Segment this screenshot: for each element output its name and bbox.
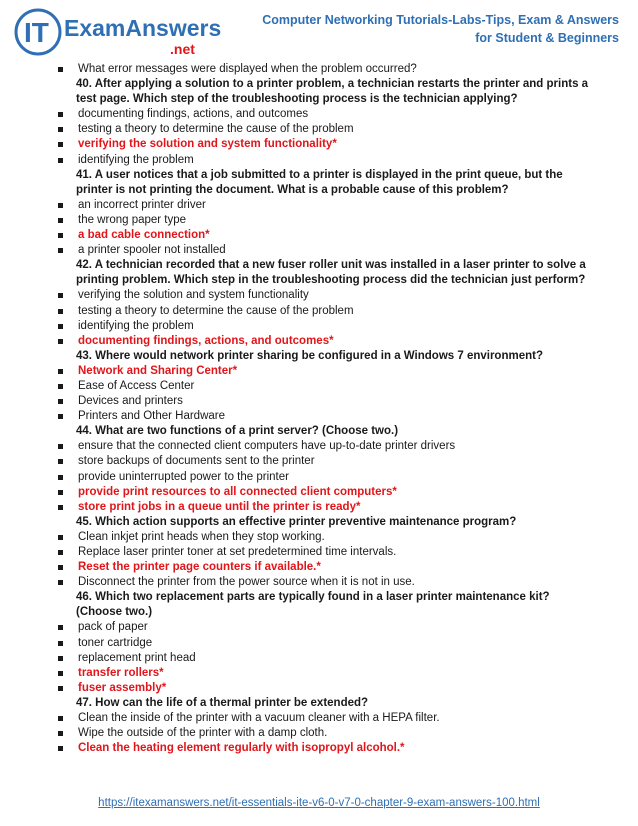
bullet-icon <box>58 490 63 495</box>
question-text: 40. After applying a solution to a printer problem, a technician restarts the printer and prints a <box>76 78 589 91</box>
source-url-link[interactable]: https://itexamanswers.net/it-essentials-ite-v6-0-v7-0-chapter-9-exam-answers-100.html <box>98 797 540 809</box>
bullet-icon <box>58 127 63 132</box>
answer-option <box>58 198 618 213</box>
answer-label: What error messages were displayed when the problem occurred? <box>78 63 417 75</box>
answer-label: Ease of Access Center <box>78 379 195 392</box>
bullet-icon <box>58 565 63 570</box>
answer-option <box>58 304 618 319</box>
question-text: 42. A technician recorded that a new fuser roller unit was installed in a laser printer to solve a <box>76 259 586 272</box>
bullet-icon <box>58 414 63 419</box>
page-header <box>0 0 638 62</box>
tagline-line-1: Computer Networking Tutorials-Labs-Tips, Exam & Answers <box>262 13 619 27</box>
answer-label: Wipe the outside of the printer with a damp cloth. <box>78 727 328 740</box>
question-text: 44. What are two functions of a print server? (Choose two.) <box>76 425 399 438</box>
answer-option-correct <box>58 364 618 379</box>
answer-option <box>58 530 618 545</box>
bullet-icon <box>58 293 63 298</box>
answer-option <box>58 394 618 409</box>
answer-label: Reset the printer page counters if available.* <box>78 561 321 574</box>
bullet-icon <box>58 112 63 117</box>
bullet-icon <box>58 248 63 253</box>
answer-label: replacement print head <box>78 651 196 664</box>
question-text: printing problem. Which step in the troubleshooting process did the technician just perform? <box>76 274 586 287</box>
logo-tld-text: .net <box>170 41 195 57</box>
answer-label: testing a theory to determine the cause of the problem <box>78 123 354 136</box>
question-text: 47. How can the life of a thermal printer be extended? <box>76 696 369 709</box>
answer-label: ensure that the connected client computers have up-to-date printer drivers <box>78 440 456 453</box>
answer-option-correct <box>58 485 618 500</box>
answer-label: the wrong paper type <box>78 213 187 226</box>
question-text: test page. Which step of the troubleshooting process is the technician applying? <box>76 93 518 106</box>
question-text: 45. Which action supports an effective printer preventive maintenance program? <box>76 515 517 528</box>
answer-option <box>58 439 618 454</box>
bullet-icon <box>58 203 63 208</box>
answer-option <box>58 651 618 666</box>
question-text: printer is not printing the document. What is a probable cause of this problem? <box>76 183 509 196</box>
question-text: (Choose two.) <box>76 606 153 619</box>
bullet-icon <box>58 671 63 676</box>
answer-option <box>58 711 618 726</box>
question-list <box>58 62 618 756</box>
bullet-icon <box>58 369 63 374</box>
bullet-icon <box>58 444 63 449</box>
answer-option-correct <box>58 560 618 575</box>
question-text: 43. Where would network printer sharing be configured in a Windows 7 environment? <box>76 349 543 362</box>
answer-option <box>58 288 618 303</box>
answer-option <box>58 153 618 168</box>
answer-label: provide print resources to all connected client computers* <box>78 485 397 498</box>
answer-option-correct <box>58 666 618 681</box>
answer-label: verifying the solution and system functionality <box>78 289 309 302</box>
answer-option <box>58 62 618 77</box>
bullet-icon <box>58 309 63 314</box>
answer-option <box>58 636 618 651</box>
bullet-icon <box>58 746 63 751</box>
bullet-icon <box>58 399 63 404</box>
answer-label: toner cartridge <box>78 636 153 649</box>
site-logo[interactable] <box>14 6 224 58</box>
answer-option <box>58 107 618 122</box>
answer-label: fuser assembly* <box>78 681 167 694</box>
bullet-icon <box>58 535 63 540</box>
answer-label: pack of paper <box>78 621 148 634</box>
bullet-icon <box>58 625 63 630</box>
site-tagline <box>262 11 619 47</box>
question-text: 41. A user notices that a job submitted to a printer is displayed in the print queue, but the <box>76 168 563 181</box>
bullet-icon <box>58 218 63 223</box>
answer-label: store backups of documents sent to the printer <box>78 455 315 468</box>
answer-label: identifying the problem <box>78 319 194 332</box>
answer-label: identifying the problem <box>78 153 194 166</box>
answer-option <box>58 379 618 394</box>
answer-label: Clean the heating element regularly with isopropyl alcohol.* <box>78 742 405 755</box>
question-text: 46. Which two replacement parts are typically found in a laser printer maintenance kit? <box>76 591 550 604</box>
answer-option-correct <box>58 228 618 243</box>
answer-option-correct <box>58 334 618 349</box>
answer-option <box>58 726 618 741</box>
answer-option-correct <box>58 137 618 152</box>
bullet-icon <box>58 324 63 329</box>
logo-it-text: IT <box>24 17 49 48</box>
answer-label: Clean the inside of the printer with a vacuum cleaner with a HEPA filter. <box>78 712 440 725</box>
answer-label: Network and Sharing Center* <box>78 364 238 377</box>
tagline-line-2: for Student & Beginners <box>475 31 619 45</box>
answer-label: Replace laser printer toner at set predetermined time intervals. <box>78 546 397 558</box>
bullet-icon <box>58 339 63 344</box>
logo-name-text: ExamAnswers <box>64 15 222 41</box>
answer-label: verifying the solution and system functionality* <box>78 138 337 151</box>
bullet-icon <box>58 142 63 147</box>
bullet-icon <box>58 459 63 464</box>
answer-label: an incorrect printer driver <box>78 198 206 211</box>
answer-option <box>58 213 618 228</box>
answer-label: documenting findings, actions, and outcomes <box>78 108 309 121</box>
answer-label: provide uninterrupted power to the printer <box>78 470 289 483</box>
bullet-icon <box>58 656 63 661</box>
bullet-icon <box>58 384 63 389</box>
bullet-icon <box>58 580 63 585</box>
answer-label: documenting findings, actions, and outcomes* <box>78 334 334 347</box>
answer-option-correct <box>58 500 618 515</box>
bullet-icon <box>58 716 63 721</box>
bullet-icon <box>58 550 63 555</box>
bullet-icon <box>58 641 63 646</box>
bullet-icon <box>58 475 63 480</box>
bullet-icon <box>58 686 63 691</box>
answer-label: Printers and Other Hardware <box>78 410 226 423</box>
answer-label: Clean inkjet print heads when they stop working. <box>78 530 325 543</box>
answer-option <box>58 243 618 258</box>
answer-label: Devices and printers <box>78 395 183 408</box>
answer-label: a printer spooler not installed <box>78 244 226 257</box>
bullet-icon <box>58 158 63 163</box>
answer-option <box>58 545 618 560</box>
bullet-icon <box>58 505 63 510</box>
answer-label: transfer rollers* <box>78 666 164 679</box>
answer-label: a bad cable connection* <box>78 229 210 242</box>
answer-option <box>58 620 618 635</box>
answer-option-correct <box>58 681 618 696</box>
answer-option <box>58 319 618 334</box>
answer-label: store print jobs in a queue until the printer is ready* <box>78 500 361 513</box>
answer-option <box>58 409 618 424</box>
answer-option-correct <box>58 741 618 756</box>
answer-option <box>58 454 618 469</box>
answer-option <box>58 122 618 137</box>
bullet-icon <box>58 67 63 72</box>
answer-option <box>58 470 618 485</box>
answer-label: testing a theory to determine the cause of the problem <box>78 304 354 317</box>
bullet-icon <box>58 731 63 736</box>
answer-label: Disconnect the printer from the power source when it is not in use. <box>78 576 415 589</box>
answer-option <box>58 575 618 590</box>
bullet-icon <box>58 233 63 238</box>
